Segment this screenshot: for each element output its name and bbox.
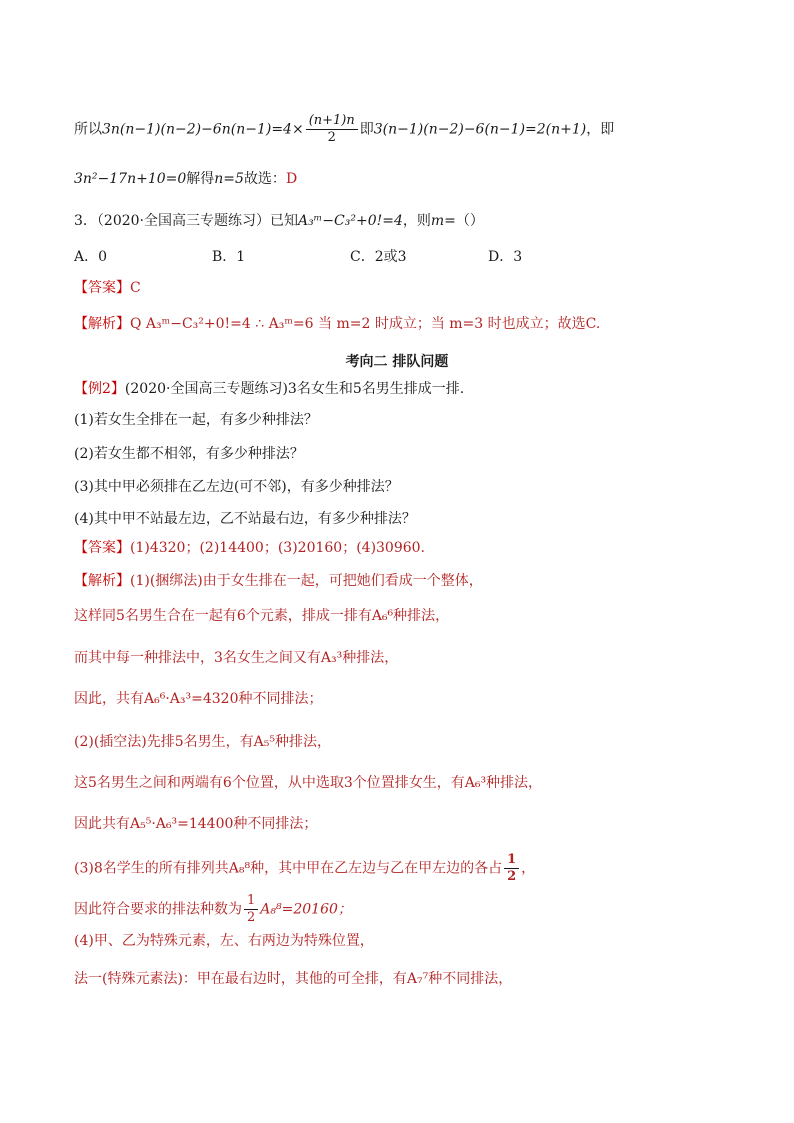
fraction bbox=[306, 113, 358, 146]
answer-value: C bbox=[130, 280, 141, 296]
equation-line-2 bbox=[74, 168, 297, 190]
example-2-part-4: (4)其中甲不站最左边，乙不站最右边，有多少种排法？ bbox=[74, 511, 416, 527]
question-3-stem bbox=[74, 210, 484, 232]
example-2-analysis-8: (3)8名学生的所有排列共A₈⁸种，其中甲在乙左边与乙在甲左边的各占 $\frac{1}{2}$ ， bbox=[74, 852, 536, 884]
analysis-text: Q A₃ᵐ−C₃²+0!=4 ∴ A₃ᵐ=6 当 m=2 时成立；当 m=3 时也成立；故选C. bbox=[130, 316, 601, 332]
example-2-part-3: (3)其中甲必须排在乙左边(可不邻)，有多少种排法？ bbox=[74, 479, 399, 495]
text-fragment: ，则 bbox=[402, 213, 431, 229]
option-c: C．2或3 bbox=[350, 249, 407, 265]
example-2-analysis-5: (2)(插空法)先排5名男生，有A₅⁵种排法， bbox=[74, 734, 331, 750]
fraction-numerator: (n+1)n bbox=[306, 113, 358, 130]
equation-line-1 bbox=[74, 113, 614, 146]
question-3-analysis bbox=[74, 313, 600, 335]
math-expression: A₃ᵐ−C₃²+0!=4 bbox=[298, 213, 403, 229]
question-3-answer bbox=[74, 277, 141, 299]
math-expression: 3n(n−1)(n−2)−6n(n−1)=4× bbox=[102, 121, 304, 138]
fraction-numerator: 1 bbox=[504, 852, 519, 869]
math-expression: A₈⁸=20160； bbox=[260, 901, 352, 918]
example-2-analysis-11: 法一(特殊元素法)：甲在最右边时，其他的可全排，有A₇⁷种不同排法， bbox=[74, 971, 513, 987]
answer-letter: D bbox=[285, 171, 298, 187]
math-expression: 3(n−1)(n−2)−6(n−1)=2(n+1) bbox=[373, 121, 587, 138]
text-fragment: 即 bbox=[359, 121, 374, 138]
text-fragment: 解得 bbox=[186, 171, 215, 187]
answer-label: 【答案】 bbox=[74, 280, 130, 296]
analysis-label: 【解析】 bbox=[74, 573, 130, 589]
math-expression: n=5 bbox=[214, 171, 244, 187]
example-text: (2020·全国高三专题练习)3名女生和5名男生排成一排. bbox=[124, 381, 465, 397]
text-fragment: 所以 bbox=[74, 121, 102, 138]
example-2-analysis-2: 这样同5名男生合在一起有6个元素，排成一排有A₆⁶种排法， bbox=[74, 608, 450, 624]
question-3-options bbox=[74, 246, 626, 268]
question-text: 3．（2020·全国高三专题练习）已知 bbox=[74, 213, 298, 229]
example-2-answer bbox=[74, 537, 425, 559]
text-fragment: =（） bbox=[444, 213, 484, 229]
example-2-stem bbox=[74, 378, 464, 400]
option-b: B．1 bbox=[212, 249, 246, 265]
example-2-part-1: (1)若女生全排在一起，有多少种排法？ bbox=[74, 412, 318, 428]
fraction-half bbox=[244, 893, 258, 926]
example-2-analysis-1 bbox=[74, 570, 483, 592]
math-expression: 3n²−17n+10=0 bbox=[74, 171, 187, 187]
answer-value: (1)4320；(2)14400；(3)20160；(4)30960. bbox=[130, 540, 426, 556]
example-2-analysis-7: 因此共有A₅⁵·A₆³=14400种不同排法； bbox=[74, 816, 318, 832]
fraction-denominator: 2 bbox=[507, 869, 517, 884]
example-label: 【例2】 bbox=[74, 381, 125, 397]
option-d: D．3 bbox=[488, 249, 523, 265]
analysis-text: (3)8名学生的所有排列共A₈⁸种，其中甲在乙左边与乙在甲左边的各占 bbox=[74, 860, 503, 877]
example-2-part-2: (2)若女生都不相邻，有多少种排法？ bbox=[74, 446, 304, 462]
analysis-text: 因此符合要求的排法种数为 bbox=[74, 901, 242, 918]
fraction-denominator: 2 bbox=[327, 130, 336, 145]
fraction-half bbox=[504, 852, 519, 885]
answer-label: 【答案】 bbox=[74, 540, 130, 556]
example-2-analysis-3: 而其中每一种排法中，3名女生之间又有A₃³种排法， bbox=[74, 650, 399, 666]
example-2-analysis-4: 因此，共有A₆⁶·A₃³=4320种不同排法； bbox=[74, 691, 323, 707]
fraction-denominator: 2 bbox=[247, 910, 256, 925]
analysis-text: (1)(捆绑法)由于女生排在一起，可把她们看成一个整体， bbox=[130, 573, 483, 589]
fraction-numerator: 1 bbox=[244, 893, 258, 910]
text-fragment: ，即 bbox=[586, 121, 615, 138]
option-a: A．0 bbox=[74, 249, 108, 265]
analysis-label: 【解析】 bbox=[74, 316, 130, 332]
example-2-analysis-6: 这5名男生之间和两端有6个位置，从中选取3个位置排女生，有A₆³种排法， bbox=[74, 775, 543, 791]
example-2-analysis-9 bbox=[74, 893, 352, 926]
text-fragment: 故选： bbox=[243, 171, 286, 187]
example-2-analysis-10: (4)甲、乙为特殊元素，左、右两边为特殊位置， bbox=[74, 933, 374, 949]
math-variable: m bbox=[430, 213, 445, 229]
section-title: 考向二 排队问题 bbox=[345, 354, 449, 370]
